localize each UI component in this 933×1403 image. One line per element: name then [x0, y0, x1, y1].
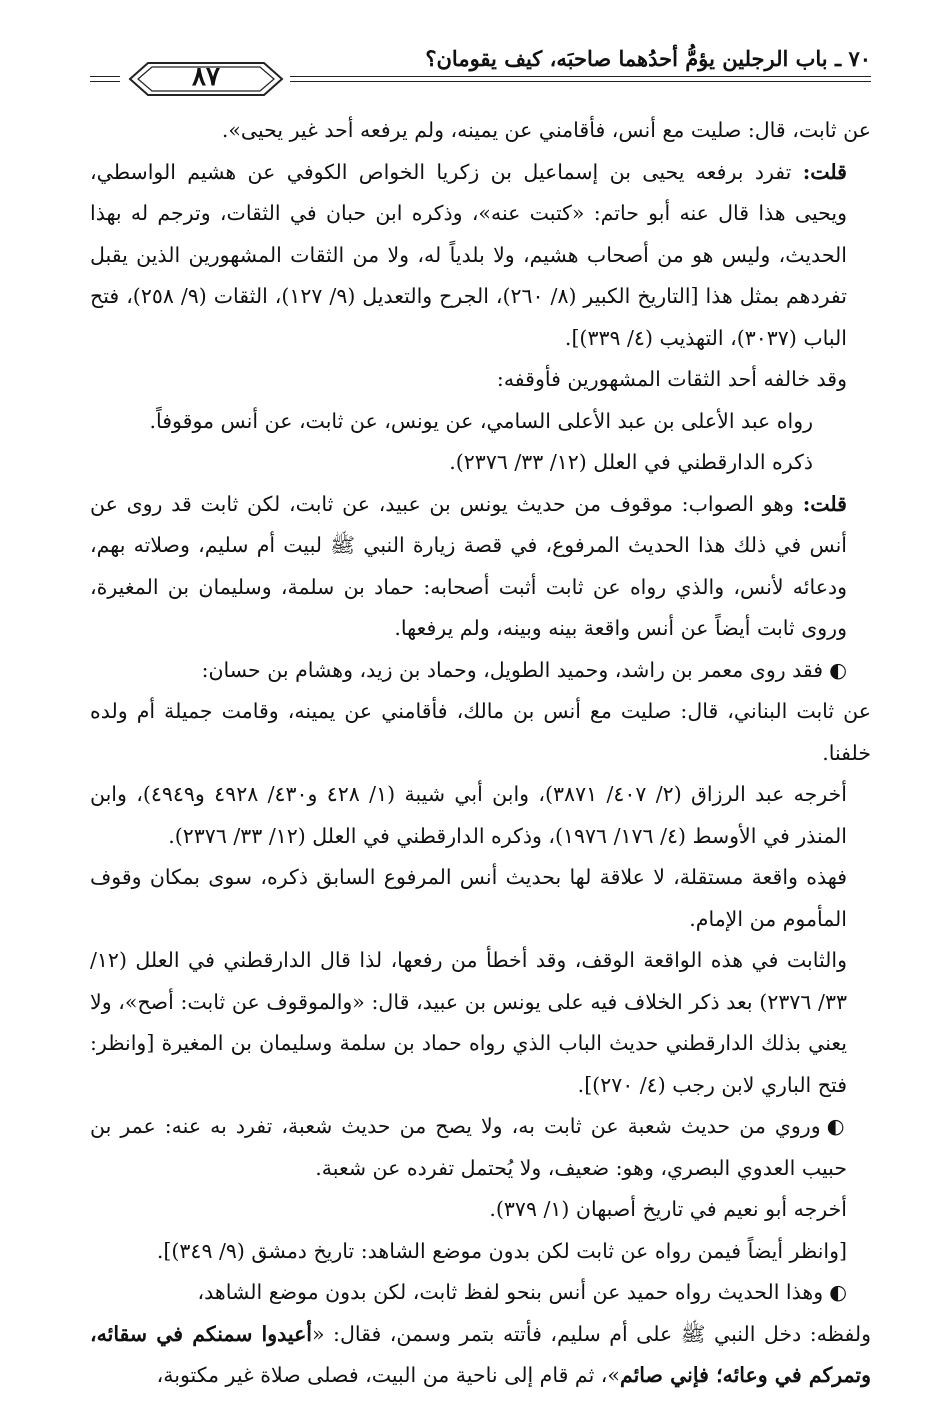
paragraph: والثابت في هذه الواقعة الوقف، وقد أخطأ من رفعها، لذا قال الدارقطني في العلل (١٢/ ٣٣/ ٢٣٧٦) بعد ذكر الخلاف فيه على يونس بن عبيد، قال: «والموقوف عن ثابت: أصح»، ولا يعني بذلك الدارقطني حديث الباب الذي رواه حماد بن سلمة وسليمان بن المغيرة [وانظر: فتح الباري لابن رجب (٤/ ٢٧٠)].: [90, 948, 847, 1097]
paragraph: رواه عبد الأعلى بن عبد الأعلى السامي، عن يونس، عن ثابت، عن أنس موقوفاً.: [149, 408, 813, 433]
paragraph: عن ثابت البناني، قال: صليت مع أنس بن مالك، فأقامني عن يمينه، وقامت جميلة أم ولده خلفنا.: [90, 699, 871, 765]
paragraph: فهذه واقعة مستقلة، لا علاقة لها بحديث أنس المرفوع السابق ذكره، سوى بمكان وقوف المأموم من الإمام.: [90, 865, 847, 931]
paragraph: ◐وهذا الحديث رواه حميد عن أنس بنحو لفظ ثابت، لكن بدون موضع الشاهد،: [197, 1280, 847, 1304]
paragraph: ذكره الدارقطني في العلل (١٢/ ٣٣/ ٢٣٧٦).: [449, 450, 813, 474]
paragraph: قلت: وهو الصواب: موقوف من حديث يونس بن عبيد، عن ثابت، لكن ثابت قد روى عن أنس في ذلك هذا الحديث المرفوع، في قصة زيارة النبي ﷺ لبيت أم سليم، وصلاته بهم، ودعائه لأنس، والذي رواه عن ثابت أثبت أصحابه: حماد بن سلمة، وسليمان بن المغيرة، وروى ثابت أيضاً عن أنس واقعة بينه وبينه، ولم يرفعها.: [90, 491, 847, 640]
chapter-title: ٧٠ ـ باب الرجلين يؤمُّ أحدُهما صاحبَه، كيف يقومان؟: [425, 46, 871, 71]
page-number-ornament: [126, 59, 286, 99]
bullet-icon: ◐: [826, 1114, 847, 1138]
paragraph: أخرجه أبو نعيم في تاريخ أصبهان (١/ ٣٧٩).: [489, 1197, 847, 1221]
paragraph: ◐فقد روى معمر بن راشد، وحميد الطويل، وحماد بن زيد، وهشام بن حسان:: [201, 657, 847, 682]
page-body: [90, 110, 871, 1397]
bullet-icon: ◐: [829, 1280, 847, 1304]
header-rule: [90, 81, 120, 82]
paragraph: ولفظه: دخل النبي ﷺ على أم سليم، فأتته بتمر وسمن، فقال: «أعيدوا سمنكم في سقائه، وتمركم في وعائه؛ فإني صائم»، ثم قام إلى ناحية من البيت، فصلى صلاة غير مكتوبة،: [90, 1321, 871, 1387]
header-rule: [90, 76, 120, 77]
page-header: [90, 40, 871, 110]
paragraph: قلت: تفرد برفعه يحيى بن إسماعيل بن زكريا الخواص الكوفي عن هشيم الواسطي، ويحيى هذا قال عنه أبو حاتم: «كتبت عنه»، وذكره ابن حبان في الثقات، وترجم له بهذا الحديث، وليس هو من أصحاب هشيم، ولا بلدياً له، ولا من الثقات المشهورين الذين يقبل تفردهم بمثل هذا [التاريخ الكبير (٨/ ٢٦٠)، الجرح والتعديل (٩/ ١٢٧)، الثقات (٩/ ٢٥٨)، فتح الباب (٣٠٣٧)، التهذيب (٤/ ٣٣٩)].: [90, 159, 847, 350]
header-rule: [290, 81, 871, 82]
paragraph: وقد خالفه أحد الثقات المشهورين فأوقفه:: [496, 367, 847, 391]
header-rule: [290, 76, 871, 77]
paragraph: عن ثابت، قال: صليت مع أنس، فأقامني عن يمينه، ولم يرفعه أحد غير يحيى».: [221, 118, 871, 142]
paragraph: [وانظر أيضاً فيمن رواه عن ثابت لكن بدون موضع الشاهد: تاريخ دمشق (٩/ ٣٤٩)].: [156, 1238, 847, 1263]
paragraph: ◐وروي من حديث شعبة عن ثابت به، ولا يصح من حديث شعبة، تفرد به عنه: عمر بن حبيب العدوي البصري، وهو: ضعيف، ولا يُحتمل تفرده عن شعبة.: [90, 1114, 847, 1180]
bullet-icon: ◐: [829, 657, 847, 682]
paragraph: أخرجه عبد الرزاق (٢/ ٤٠٧/ ٣٨٧١)، وابن أبي شيبة (١/ ٤٢٨ و٤٣٠/ ٤٩٢٨ و٤٩٤٩)، وابن المنذر في الأوسط (٤/ ١٧٦/ ١٩٧٦)، وذكره الدارقطني في العلل (١٢/ ٣٣/ ٢٣٧٦).: [90, 782, 847, 848]
page-number: ٨٧: [192, 62, 220, 92]
